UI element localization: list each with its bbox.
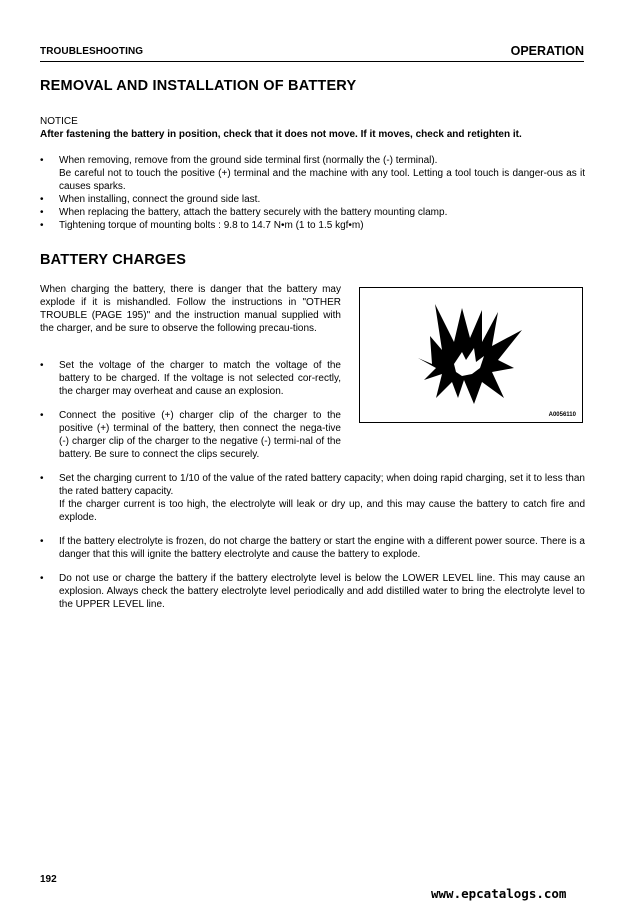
removal-instruction-item <box>40 154 585 193</box>
charges-instruction-item: • If the battery electrolyte is frozen, do not charge the battery or start the engine with a different power source. There is a danger that this will ignite the battery electrolyte and cause the battery to explode. <box>40 535 585 561</box>
header-section-label: TROUBLESHOOTING <box>40 46 144 57</box>
removal-instruction-item: • When replacing the battery, attach the battery securely with the battery mounting clamp. <box>40 206 585 219</box>
page-number: 192 <box>40 874 57 885</box>
notice-text: After fastening the battery in position, check that it does not move. If it moves, check and retighten it. <box>40 129 522 140</box>
removal-instruction-line: When removing, remove from the ground side terminal first (normally the (-) terminal). Be careful not to touch the positive (+) terminal and the machine with any tool. Letting a tool touch is danger-ous as it causes sparks. <box>59 155 585 192</box>
charges-instruction-item: • Set the voltage of the charger to match the voltage of the battery to be charged. If the voltage is not selected cor-rectly, the charger may overheat and cause an explosion. <box>40 359 341 398</box>
website-watermark: www.epcatalogs.com <box>431 886 567 901</box>
removal-section-title: REMOVAL AND INSTALLATION OF BATTERY <box>40 78 357 94</box>
explosion-warning-figure <box>359 287 583 423</box>
figure-code: A0056110 <box>548 412 576 418</box>
charges-instruction-item: • Do not use or charge the battery if the battery electrolyte level is below the LOWER LEVEL line. This may cause an explosion. Always check the battery electrolyte level periodically and add distilled water to bring the electrolyte level to the UPPER LEVEL line. <box>40 572 585 611</box>
charges-instruction-list-narrow <box>40 359 341 472</box>
removal-instruction-item: • When installing, connect the ground side last. <box>40 193 585 206</box>
charges-instruction-line: Set the charging current to 1/10 of the value of the rated battery capacity; when doing rapid charging, set it to less than the rated battery capacity. If the charger current is too high, the electrolyte will leak or dry up, and this may cause the battery to catch fire and explode. <box>59 473 585 523</box>
charges-intro-text: When charging the battery, there is danger that the battery may explode if it is mishandled. Follow the instructions in "OTHER TROUBLE (PAGE 195)" and the instruction manual supplied with the charger, and be sure to observe the following precau-tions. <box>40 284 341 334</box>
removal-instruction-item: • Tightening torque of mounting bolts : 9.8 to 14.7 N•m (1 to 1.5 kgf•m) <box>40 219 585 232</box>
notice-label: NOTICE <box>40 116 78 127</box>
charges-instruction-item: • Connect the positive (+) charger clip of the charger to the positive (+) terminal of the battery, then connect the nega-tive (-) charger clip of the charger to the negative (-) termi-nal of the battery. Be sure to connect the clips securely. <box>40 409 341 461</box>
explosion-icon <box>418 302 528 406</box>
charges-instruction-list-wide <box>40 472 585 622</box>
header-divider <box>40 61 584 62</box>
charges-section-title: BATTERY CHARGES <box>40 252 187 268</box>
removal-instruction-list <box>40 154 585 232</box>
header-chapter-label: OPERATION <box>510 44 584 58</box>
charges-instruction-item <box>40 472 585 524</box>
